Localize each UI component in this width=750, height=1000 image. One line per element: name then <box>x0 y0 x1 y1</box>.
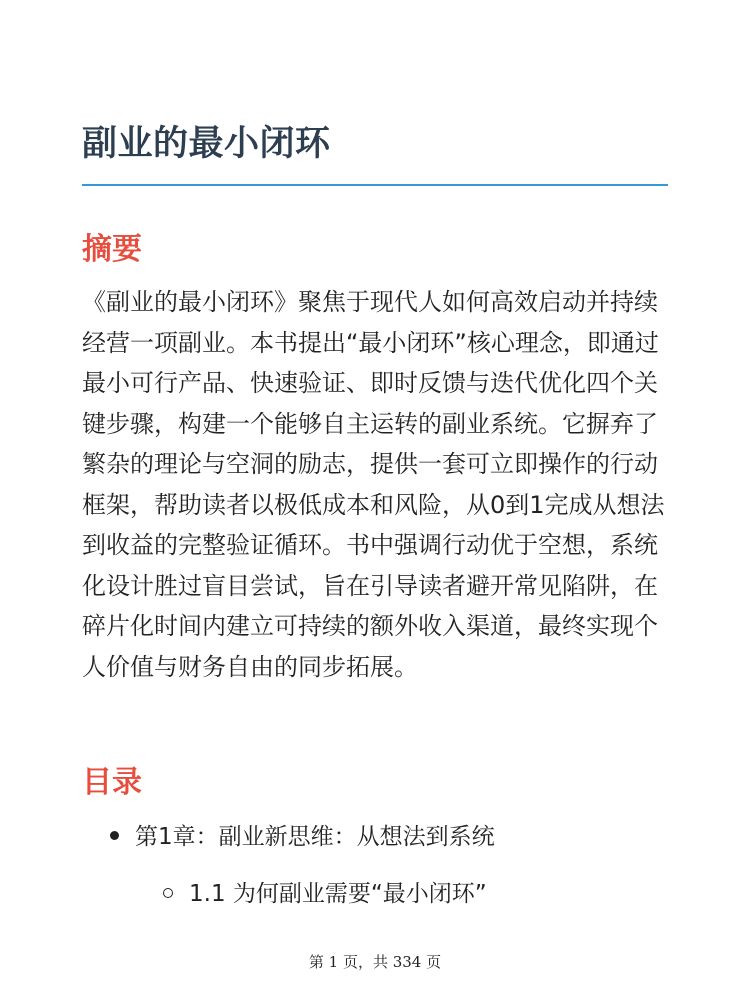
toc-item-chapter-1[interactable] <box>110 818 495 851</box>
page-number-footer: 第 1 页，共 334 页 <box>308 953 442 971</box>
toc-subitem-label: 1.1 为何副业需要“最小闭环” <box>189 881 487 907</box>
abstract-heading: 摘要 <box>82 232 142 267</box>
toc-heading: 目录 <box>82 765 142 800</box>
toc-item-label: 第1章：副业新思维：从想法到系统 <box>135 824 495 850</box>
filled-bullet-icon <box>110 831 119 840</box>
hollow-bullet-icon <box>163 888 173 898</box>
title-divider <box>82 184 668 186</box>
abstract-paragraph: 《副业的最小闭环》聚焦于现代人如何高效启动并持续经营一项副业。本书提出“最小闭环”核心理念，即通过最小可行产品、快速验证、即时反馈与迭代优化四个关键步骤，构建一个能够自主运转的副业系统。它摒弃了繁杂的理论与空洞的励志，提供一套可立即操作的行动框架，帮助读者以极低成本和风险，从0到1完成从想法到收益的完整验证循环。书中强调行动优于空想，系统化设计胜过盲目尝试，旨在引导读者避开常见陷阱，在碎片化时间内建立可持续的额外收入渠道，最终实现个人价值与财务自由的同步拓展。 <box>82 288 665 681</box>
toc-item-section-1-1[interactable] <box>163 875 487 908</box>
page-title: 副业的最小闭环 <box>82 124 331 164</box>
